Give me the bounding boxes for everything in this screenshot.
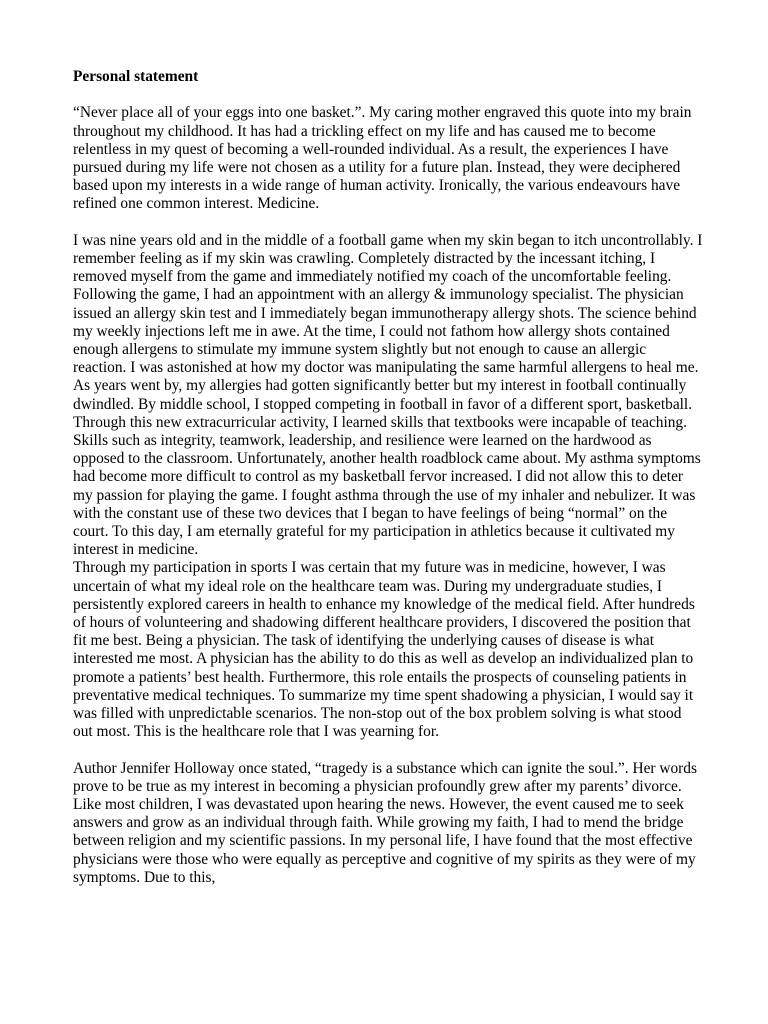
- paragraph-physician-role: Through my participation in sports I was certain that my future was in medicine, however, I was uncertain of what my ideal role on the healthcare team was. During my undergraduate studies, I persistently explored careers in health to enhance my knowledge of the medical field. After hundreds of hours of volunteering and shadowing different healthcare providers, I discovered the position that fit me best. Being a physician. The task of identifying the underlying causes of disease is what interested me most. A physician has the ability to do this as well as develop an individualized plan to promote a patients’ best health. Furthermore, this role entails the prospects of counseling patients in preventative medical techniques. To summarize my time spent shadowing a physician, I would say it was filled with unpredictable scenarios. The non-stop out of the box problem solving is what stood out most. This is the healthcare role that I was yearning for.: [73, 559, 695, 741]
- document-title: Personal statement: [73, 68, 199, 85]
- paragraph-allergy-athletics: I was nine years old and in the middle of a football game when my skin began to itch uncontrollably. I remember feeling as if my skin was crawling. Completely distracted by the incessant itching, I removed myself from the game and immediately notified my coach of the uncomfortable feeling. Following the game, I had an appointment with an allergy & immunology specialist. The physician issued an allergy skin test and I immediately began immunotherapy allergy shots. The science behind my weekly injections left me in awe. At the time, I could not fathom how allergy shots contained enough allergens to stimulate my immune system slightly but not enough to cause an allergic reaction. I was astonished at how my doctor was manipulating the same harmful allergens to heal me. As years went by, my allergies had gotten significantly better but my interest in football continually dwindled. By middle school, I stopped competing in football in favor of a different sport, basketball. Through this new extracurricular activity, I learned skills that textbooks were incapable of teaching. Skills such as integrity, teamwork, leadership, and resilience were learned on the hardwood as opposed to the classroom. Unfortunately, another health roadblock came about. My asthma symptoms had become more difficult to control as my basketball fervor increased. I did not allow this to deter my passion for playing the game. I fought asthma through the use of my inhaler and nebulizer. It was with the constant use of these two devices that I began to have feelings of being “normal” on the court. To this day, I am eternally grateful for my participation in athletics because it cultivated my interest in medicine.: [73, 231, 703, 559]
- document-page: [73, 68, 703, 887]
- paragraph-faith-divorce: Author Jennifer Holloway once stated, “tragedy is a substance which can ignite the soul.”. Her words prove to be true as my interest in becoming a physician profoundly grew after my parents’ divorce. Like most children, I was devastated upon hearing the news. However, the event caused me to seek answers and grow as an individual through faith. While growing my faith, I had to mend the bridge between religion and my scientific passions. In my personal life, I have found that the most effective physicians were those who were equally as perceptive and cognitive of my spirits as they were of my symptoms. Due to this,: [73, 759, 697, 886]
- paragraph-eggs-quote: “Never place all of your eggs into one basket.”. My caring mother engraved this quote into my brain throughout my childhood. It has had a trickling effect on my life and has caused me to become relentless in my quest of becoming a well-rounded individual. As a result, the experiences I have pursued during my life were not chosen as a utility for a future plan. Instead, they were deciphered based upon my interests in a wide range of human activity. Ironically, the various endeavours have refined one common interest. Medicine.: [73, 104, 692, 213]
